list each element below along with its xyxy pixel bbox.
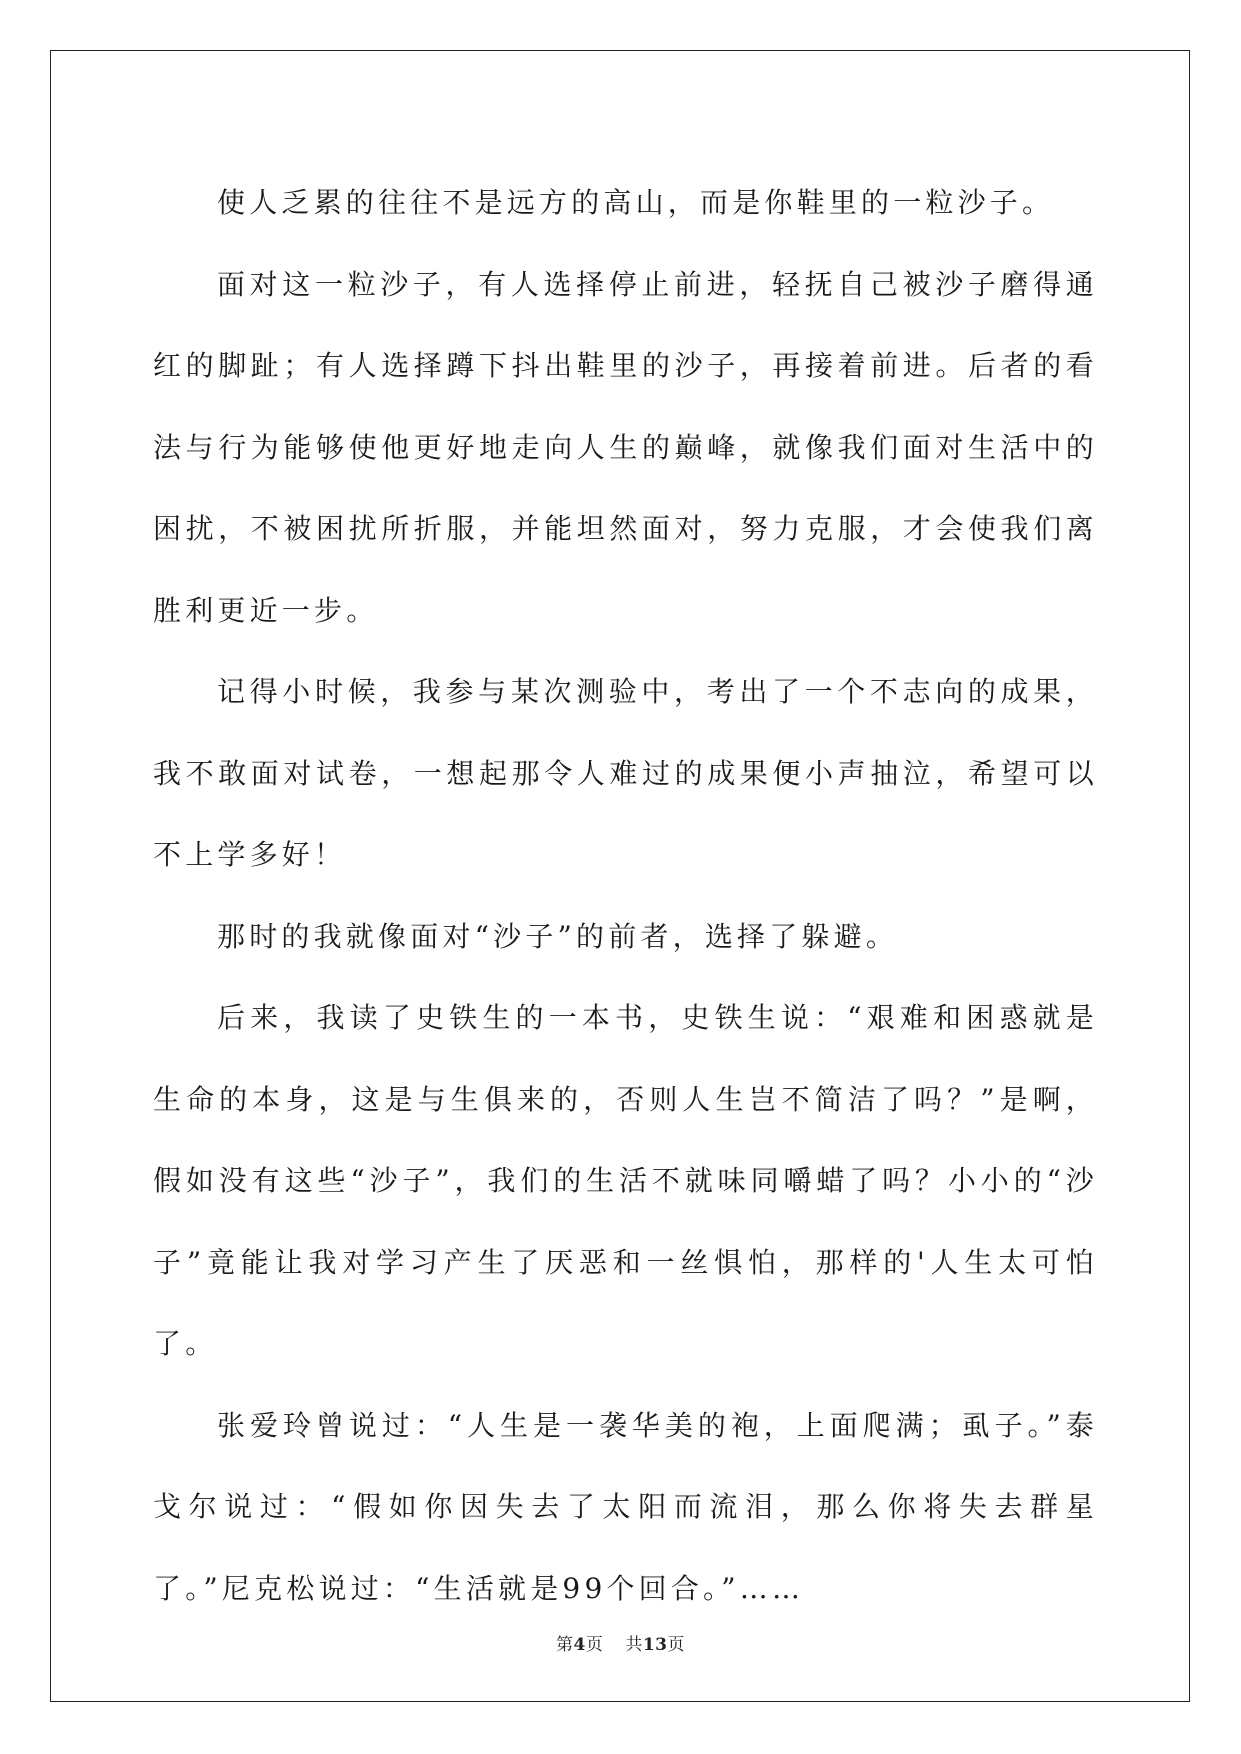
paragraph-1: 使人乏累的往往不是远方的高山，而是你鞋里的一粒沙子。 (217, 186, 1055, 219)
paragraph-6: 张爱玲曾说过：“人生是一袭华美的袍，上面爬满；虱子。”泰戈尔说过：“假如你因失去了太阳而流泪，那么你将失去群星了。”尼克松说过：“生活就是99个回合。”…… (153, 1408, 1098, 1605)
paragraph-3: 记得小时候，我参与某次测验中，考出了一个不志向的成果，我不敢面对试卷，一想起那令人难过的成果便小声抽泣，希望可以不上学多好！ (153, 675, 1098, 871)
document-body (153, 162, 1098, 1629)
total-suffix: 页 (667, 1635, 685, 1655)
page-prefix: 第 (555, 1635, 574, 1655)
total-prefix: 共 (625, 1635, 643, 1655)
paragraph-5: 后来，我读了史铁生的一本书，史铁生说：“艰难和困惑就是生命的本身，这是与生俱来的，否则人生岂不简洁了吗？”是啊，假如没有这些“沙子”，我们的生活不就味同嚼蜡了吗？小小的“沙子”竟能让我对学习产生了厌恶和一丝惧怕，那样的'人生太可怕了。 (153, 1001, 1098, 1360)
page-number: 4 (573, 1635, 586, 1655)
paragraph-4: 那时的我就像面对“沙子”的前者，选择了躲避。 (217, 919, 899, 953)
total-pages: 13 (642, 1635, 668, 1655)
page-footer (0, 1630, 1241, 1655)
page-suffix: 页 (585, 1635, 604, 1655)
paragraph-2: 面对这一粒沙子，有人选择停止前进，轻抚自己被沙子磨得通红的脚趾；有人选择蹲下抖出鞋里的沙子，再接着前进。后者的看法与行为能够使他更好地走向人生的巅峰，就像我们面对生活中的困扰，不被困扰所折服，并能坦然面对，努力克服，才会使我们离胜利更近一步。 (153, 267, 1098, 627)
